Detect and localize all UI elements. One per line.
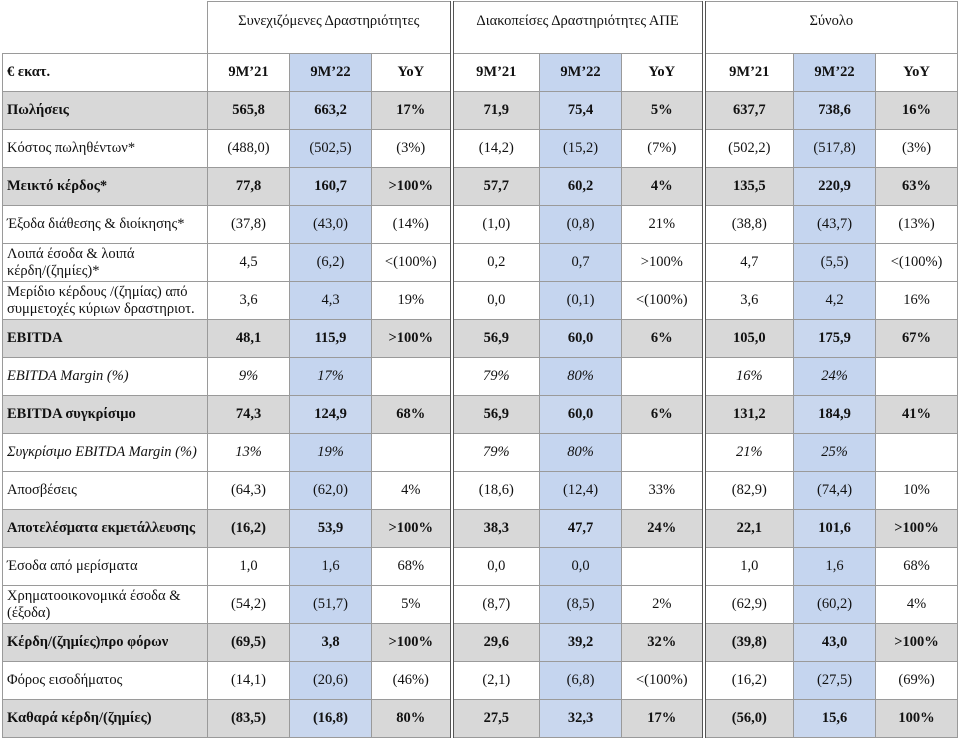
row-label: EBITDA συγκρίσιμο <box>3 396 208 434</box>
group-header-total: Σύνολο <box>704 2 958 54</box>
value-cell: 1,0 <box>704 548 794 586</box>
value-cell: (3%) <box>876 130 958 168</box>
row-label: Καθαρά κέρδη/(ζημίες) <box>3 700 208 738</box>
value-cell: 1,6 <box>290 548 372 586</box>
value-cell: 41% <box>876 396 958 434</box>
value-cell: (5,5) <box>794 244 876 282</box>
value-cell: (2,1) <box>452 662 540 700</box>
value-cell: 25% <box>794 434 876 472</box>
col-header: 9M’21 <box>208 54 290 92</box>
value-cell: 1,6 <box>794 548 876 586</box>
value-cell: (6,2) <box>290 244 372 282</box>
row-label: Πωλήσεις <box>3 92 208 130</box>
value-cell: 15,6 <box>794 700 876 738</box>
value-cell: 63% <box>876 168 958 206</box>
value-cell: >100% <box>372 320 452 358</box>
value-cell: 1,0 <box>208 548 290 586</box>
unit-label: € εκατ. <box>3 54 208 92</box>
value-cell: 17% <box>622 700 704 738</box>
value-cell: 56,9 <box>452 320 540 358</box>
row-label: Λοιπά έσοδα & λοιπά κέρδη/(ζημίες)* <box>3 244 208 282</box>
value-cell: 4% <box>372 472 452 510</box>
table-row <box>3 472 958 510</box>
col-header: YoY <box>372 54 452 92</box>
financial-results-table <box>2 1 958 738</box>
row-label: EBITDA Margin (%) <box>3 358 208 396</box>
table-row <box>3 396 958 434</box>
row-label: Έξοδα διάθεσης & διοίκησης* <box>3 206 208 244</box>
value-cell: 9% <box>208 358 290 396</box>
value-cell: (27,5) <box>794 662 876 700</box>
value-cell: 29,6 <box>452 624 540 662</box>
table-row <box>3 320 958 358</box>
value-cell: (0,8) <box>540 206 622 244</box>
value-cell: 4% <box>622 168 704 206</box>
value-cell: 80% <box>372 700 452 738</box>
value-cell: 115,9 <box>290 320 372 358</box>
value-cell: 175,9 <box>794 320 876 358</box>
value-cell: (8,5) <box>540 586 622 624</box>
value-cell: (64,3) <box>208 472 290 510</box>
value-cell: 3,8 <box>290 624 372 662</box>
value-cell: 6% <box>622 320 704 358</box>
table-row <box>3 130 958 168</box>
row-label: Μεικτό κέρδος* <box>3 168 208 206</box>
value-cell: 565,8 <box>208 92 290 130</box>
value-cell: 6% <box>622 396 704 434</box>
value-cell: 80% <box>540 358 622 396</box>
value-cell: 74,3 <box>208 396 290 434</box>
value-cell: (14,2) <box>452 130 540 168</box>
col-header: 9M’22 <box>540 54 622 92</box>
value-cell <box>372 434 452 472</box>
value-cell: (60,2) <box>794 586 876 624</box>
value-cell: 71,9 <box>452 92 540 130</box>
table-row <box>3 586 958 624</box>
value-cell: (517,8) <box>794 130 876 168</box>
value-cell: 53,9 <box>290 510 372 548</box>
col-header: YoY <box>876 54 958 92</box>
table-row <box>3 434 958 472</box>
value-cell: 56,9 <box>452 396 540 434</box>
value-cell: >100% <box>876 510 958 548</box>
value-cell: (39,8) <box>704 624 794 662</box>
value-cell: 68% <box>876 548 958 586</box>
value-cell: (488,0) <box>208 130 290 168</box>
value-cell: 47,7 <box>540 510 622 548</box>
table-row <box>3 548 958 586</box>
value-cell: 68% <box>372 396 452 434</box>
value-cell: 4,5 <box>208 244 290 282</box>
row-label: Φόρος εισοδήματος <box>3 662 208 700</box>
value-cell: (83,5) <box>208 700 290 738</box>
value-cell: 135,5 <box>704 168 794 206</box>
col-header: 9M’21 <box>452 54 540 92</box>
value-cell: 0,0 <box>540 548 622 586</box>
value-cell: 637,7 <box>704 92 794 130</box>
value-cell: (62,0) <box>290 472 372 510</box>
value-cell: 5% <box>372 586 452 624</box>
row-label: Συγκρίσιμο EBITDA Margin (%) <box>3 434 208 472</box>
value-cell: <(100%) <box>622 662 704 700</box>
value-cell: (51,7) <box>290 586 372 624</box>
value-cell: <(100%) <box>372 244 452 282</box>
value-cell: 60,0 <box>540 396 622 434</box>
value-cell: 160,7 <box>290 168 372 206</box>
value-cell: (14,1) <box>208 662 290 700</box>
value-cell: (0,1) <box>540 282 622 320</box>
value-cell: (502,2) <box>704 130 794 168</box>
table-row <box>3 244 958 282</box>
value-cell: 79% <box>452 434 540 472</box>
value-cell: 131,2 <box>704 396 794 434</box>
value-cell: 5% <box>622 92 704 130</box>
group-header-discontinued: Διακοπείσες Δραστηριότητες ΑΠΕ <box>452 2 704 54</box>
value-cell: 16% <box>704 358 794 396</box>
value-cell: 16% <box>876 92 958 130</box>
value-cell: (16,2) <box>704 662 794 700</box>
value-cell: 80% <box>540 434 622 472</box>
value-cell: 48,1 <box>208 320 290 358</box>
value-cell: 0,0 <box>452 282 540 320</box>
table-row <box>3 206 958 244</box>
value-cell: 0,0 <box>452 548 540 586</box>
value-cell: <(100%) <box>622 282 704 320</box>
group-header-continuing: Συνεχιζόμενες Δραστηριότητες <box>208 2 452 54</box>
value-cell: (18,6) <box>452 472 540 510</box>
value-cell: (16,2) <box>208 510 290 548</box>
value-cell: (8,7) <box>452 586 540 624</box>
value-cell: 13% <box>208 434 290 472</box>
value-cell: >100% <box>372 510 452 548</box>
value-cell: <(100%) <box>876 244 958 282</box>
table-row <box>3 92 958 130</box>
value-cell: 101,6 <box>794 510 876 548</box>
col-header: 9M’21 <box>704 54 794 92</box>
value-cell: (54,2) <box>208 586 290 624</box>
col-header: 9M’22 <box>290 54 372 92</box>
value-cell: 4,2 <box>794 282 876 320</box>
value-cell: (56,0) <box>704 700 794 738</box>
value-cell <box>622 358 704 396</box>
value-cell: (7%) <box>622 130 704 168</box>
value-cell: (74,4) <box>794 472 876 510</box>
value-cell: 4% <box>876 586 958 624</box>
value-cell: 32,3 <box>540 700 622 738</box>
value-cell: (82,9) <box>704 472 794 510</box>
value-cell: 60,2 <box>540 168 622 206</box>
value-cell: >100% <box>622 244 704 282</box>
table-row <box>3 700 958 738</box>
value-cell: (62,9) <box>704 586 794 624</box>
value-cell: (20,6) <box>290 662 372 700</box>
value-cell: 3,6 <box>704 282 794 320</box>
value-cell: 10% <box>876 472 958 510</box>
value-cell: (502,5) <box>290 130 372 168</box>
value-cell <box>372 358 452 396</box>
value-cell: (3%) <box>372 130 452 168</box>
value-cell: (43,0) <box>290 206 372 244</box>
value-cell <box>876 358 958 396</box>
value-cell: (1,0) <box>452 206 540 244</box>
value-cell: 17% <box>372 92 452 130</box>
value-cell: 21% <box>704 434 794 472</box>
value-cell: 60,0 <box>540 320 622 358</box>
value-cell: 79% <box>452 358 540 396</box>
value-cell: (37,8) <box>208 206 290 244</box>
value-cell: 32% <box>622 624 704 662</box>
value-cell: 738,6 <box>794 92 876 130</box>
value-cell: (69%) <box>876 662 958 700</box>
value-cell: 100% <box>876 700 958 738</box>
value-cell: (6,8) <box>540 662 622 700</box>
value-cell: 105,0 <box>704 320 794 358</box>
row-label: Χρηματοοικονομικά έσοδα & (έξοδα) <box>3 586 208 624</box>
corner-cell <box>3 2 208 54</box>
value-cell <box>622 434 704 472</box>
value-cell: 24% <box>622 510 704 548</box>
table-row <box>3 358 958 396</box>
value-cell: 75,4 <box>540 92 622 130</box>
value-cell <box>876 434 958 472</box>
value-cell: (15,2) <box>540 130 622 168</box>
value-cell: 22,1 <box>704 510 794 548</box>
value-cell: (12,4) <box>540 472 622 510</box>
value-cell: 4,3 <box>290 282 372 320</box>
value-cell: 67% <box>876 320 958 358</box>
row-label: Κέρδη/(ζημίες)προ φόρων <box>3 624 208 662</box>
value-cell: 24% <box>794 358 876 396</box>
value-cell: 57,7 <box>452 168 540 206</box>
value-cell: 184,9 <box>794 396 876 434</box>
table-row <box>3 282 958 320</box>
value-cell: 2% <box>622 586 704 624</box>
value-cell: 68% <box>372 548 452 586</box>
value-cell: >100% <box>372 168 452 206</box>
value-cell: 19% <box>290 434 372 472</box>
col-header: 9M’22 <box>794 54 876 92</box>
value-cell: 39,2 <box>540 624 622 662</box>
column-header-row <box>3 54 958 92</box>
value-cell: 27,5 <box>452 700 540 738</box>
row-label: Έσοδα από μερίσματα <box>3 548 208 586</box>
table-row <box>3 168 958 206</box>
value-cell: 0,7 <box>540 244 622 282</box>
table-row <box>3 624 958 662</box>
value-cell: (43,7) <box>794 206 876 244</box>
value-cell: (13%) <box>876 206 958 244</box>
value-cell: 77,8 <box>208 168 290 206</box>
value-cell: (69,5) <box>208 624 290 662</box>
group-header-row <box>3 2 958 54</box>
value-cell: (46%) <box>372 662 452 700</box>
row-label: EBITDA <box>3 320 208 358</box>
value-cell: 21% <box>622 206 704 244</box>
value-cell: 38,3 <box>452 510 540 548</box>
value-cell: 43,0 <box>794 624 876 662</box>
value-cell: 19% <box>372 282 452 320</box>
value-cell: >100% <box>372 624 452 662</box>
value-cell: 4,7 <box>704 244 794 282</box>
value-cell: 16% <box>876 282 958 320</box>
value-cell: 33% <box>622 472 704 510</box>
value-cell: >100% <box>876 624 958 662</box>
value-cell: 124,9 <box>290 396 372 434</box>
value-cell: 17% <box>290 358 372 396</box>
value-cell: 0,2 <box>452 244 540 282</box>
row-label: Μερίδιο κέρδους /(ζημίας) από συμμετοχές κύριων δραστηριοτ. <box>3 282 208 320</box>
value-cell <box>622 548 704 586</box>
value-cell: (14%) <box>372 206 452 244</box>
table-row <box>3 510 958 548</box>
row-label: Αποτελέσματα εκμετάλλευσης <box>3 510 208 548</box>
value-cell: 3,6 <box>208 282 290 320</box>
value-cell: 220,9 <box>794 168 876 206</box>
row-label: Κόστος πωληθέντων* <box>3 130 208 168</box>
col-header: YoY <box>622 54 704 92</box>
value-cell: (38,8) <box>704 206 794 244</box>
value-cell: 663,2 <box>290 92 372 130</box>
value-cell: (16,8) <box>290 700 372 738</box>
row-label: Αποσβέσεις <box>3 472 208 510</box>
table-row <box>3 662 958 700</box>
